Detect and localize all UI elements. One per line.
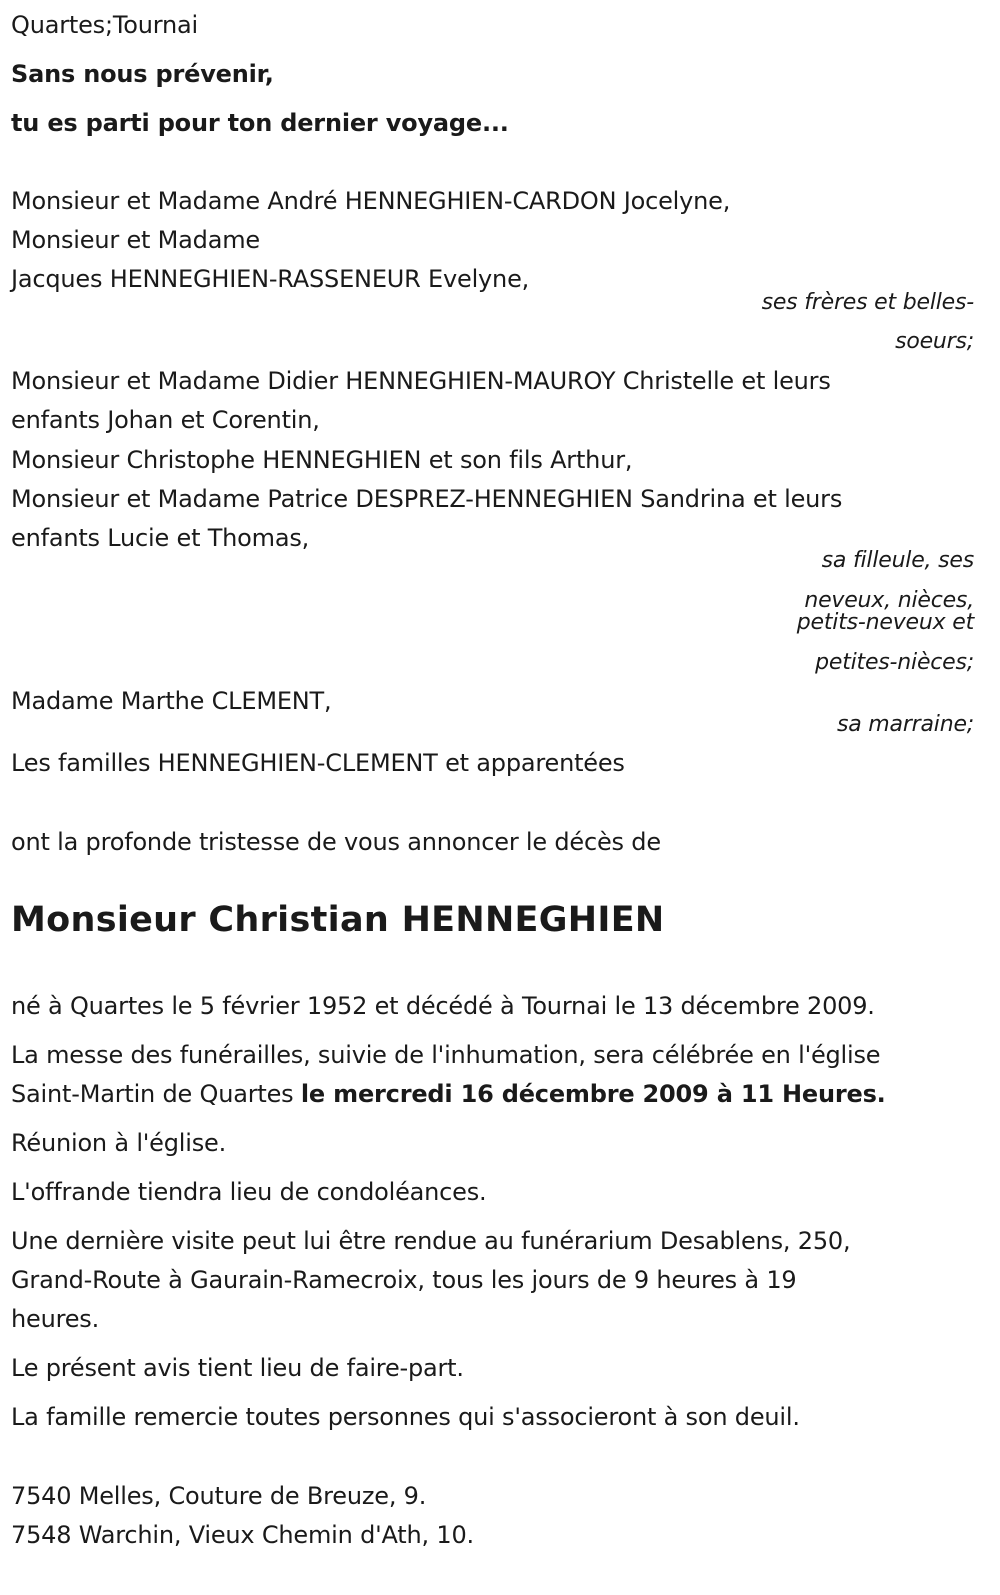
thanks: La famille remercie toutes personnes qui s'associeront à son deuil.: [11, 1403, 800, 1431]
family-line: Monsieur et Madame: [11, 226, 260, 254]
announcement: ont la profonde tristesse de vous annoncer le décès de: [11, 828, 661, 856]
mass-location: Saint-Martin de Quartes: [11, 1080, 301, 1108]
relation-label: petites-nièces;: [815, 650, 974, 675]
family-line: enfants Lucie et Thomas,: [11, 524, 310, 552]
family-line: Monsieur Christophe HENNEGHIEN et son fils Arthur,: [11, 446, 633, 474]
family-line: Les familles HENNEGHIEN-CLEMENT et apparentées: [11, 749, 625, 777]
intro-line-1: Sans nous prévenir,: [11, 60, 274, 88]
visit-line-1: Une dernière visite peut lui être rendue au funérarium Desablens, 250,: [11, 1227, 851, 1255]
relation-label: soeurs;: [895, 329, 974, 354]
relation-label: neveux, nièces,: [804, 588, 974, 613]
meeting: Réunion à l'église.: [11, 1129, 227, 1157]
offering: L'offrande tiendra lieu de condoléances.: [11, 1178, 487, 1206]
mass-date: le mercredi 16 décembre 2009 à 11 Heures.: [300, 1080, 886, 1108]
visit-line-2: Grand-Route à Gaurain-Ramecroix, tous les jours de 9 heures à 19: [11, 1266, 797, 1294]
relation-label: sa marraine;: [836, 712, 974, 737]
notice: Le présent avis tient lieu de faire-part.: [11, 1354, 464, 1382]
relation-label: petits-neveux et: [796, 610, 974, 635]
family-line: Monsieur et Madame Patrice DESPREZ-HENNEGHIEN Sandrina et leurs: [11, 485, 843, 513]
family-line: Monsieur et Madame Didier HENNEGHIEN-MAUROY Christelle et leurs: [11, 367, 831, 395]
relation-label: sa filleule, ses: [821, 548, 974, 573]
address-line: 7548 Warchin, Vieux Chemin d'Ath, 10.: [11, 1521, 474, 1549]
family-line: Jacques HENNEGHIEN-RASSENEUR Evelyne,: [11, 265, 530, 293]
family-line: Monsieur et Madame André HENNEGHIEN-CARDON Jocelyne,: [11, 187, 731, 215]
family-line: enfants Johan et Corentin,: [11, 406, 320, 434]
visit-line-3: heures.: [11, 1305, 100, 1333]
location-line: Quartes;Tournai: [11, 11, 198, 39]
birth-death: né à Quartes le 5 février 1952 et décédé à Tournai le 13 décembre 2009.: [11, 992, 875, 1020]
address-line: 7540 Melles, Couture de Breuze, 9.: [11, 1482, 427, 1510]
family-line: Madame Marthe CLEMENT,: [11, 687, 332, 715]
mass-line-1: La messe des funérailles, suivie de l'inhumation, sera célébrée en l'église: [11, 1041, 881, 1069]
relation-label: ses frères et belles-: [761, 290, 974, 315]
deceased-name: Monsieur Christian HENNEGHIEN: [11, 900, 665, 940]
intro-line-2: tu es parti pour ton dernier voyage...: [11, 109, 509, 137]
mass-line-2: [11, 1080, 886, 1108]
